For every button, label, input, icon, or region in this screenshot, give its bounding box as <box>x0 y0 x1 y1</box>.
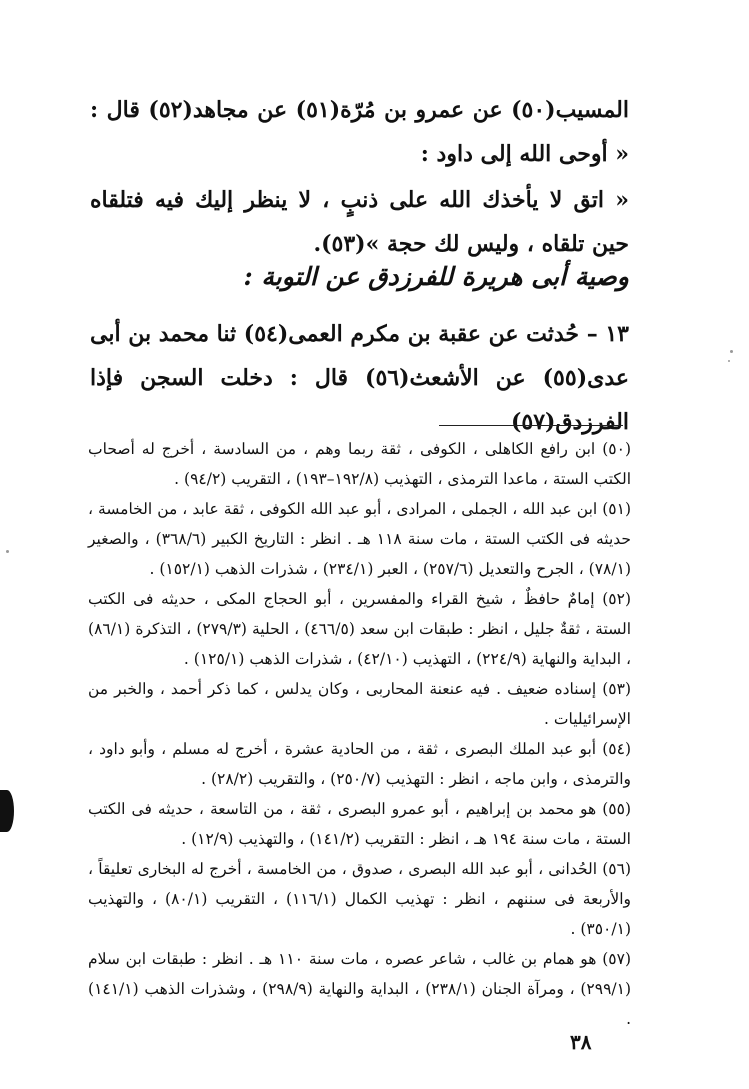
scan-speck <box>728 360 730 362</box>
footnote-separator <box>439 425 623 426</box>
page-number: ٣٨ <box>570 1030 592 1054</box>
footnote-51: (٥١) ابن عبد الله ، الجملى ، المرادى ، أبو عبد الله الكوفى ، ثقة عابد ، من الخامسة ، حديثه فى الكتب الستة ، مات سنة ١١٨ هـ . انظر : التاريخ الكبير (٣٦٨/٦) ، والصغير (٧٨/١) ، الجرح والتعديل (٢٥٧/٦) ، العبر (٢٣٤/١) ، شذرات الذهب (١٥٢/١) . <box>88 500 631 578</box>
main-paragraph-1 <box>90 88 629 176</box>
section-heading: وصية أبى هريرة للفرزدق عن التوبة : <box>243 262 629 291</box>
footnote-52: (٥٢) إمامٌ حافظٌ ، شيخ القراء والمفسرين ، أبو الحجاج المكى ، حديثه فى الكتب الستة ، ثقةٌ جليل ، انظر : طبقات ابن سعد (٤٦٦/٥) ، الحلية (٢٧٩/٣) ، التذكرة (٨٦/١) ، البداية والنهاية (٢٢٤/٩) ، التهذيب (٤٢/١٠) ، شذرات الذهب (١٢٥/١) . <box>88 590 631 668</box>
scan-speck <box>730 350 733 353</box>
footnote-53: (٥٣) إسناده ضعيف . فيه عنعنة المحاربى ، وكان يدلس ، كما ذكر أحمد ، والخبر من الإسرائيليات . <box>88 680 631 728</box>
scan-speck <box>6 550 9 553</box>
main-paragraph-2 <box>90 178 629 266</box>
footnote-55: (٥٥) هو محمد بن إبراهيم ، أبو عمرو البصرى ، ثقة ، من التاسعة ، حديثه فى الكتب الستة ، مات سنة ١٩٤ هـ ، انظر : التقريب (١٤١/٢) ، والتهذيب (١٢/٩) . <box>88 800 631 848</box>
scan-margin-mark <box>0 790 14 832</box>
footnotes <box>88 434 631 1034</box>
footnote-54: (٥٤) أبو عبد الملك البصرى ، ثقة ، من الحادية عشرة ، أخرج له مسلم ، وأبو داود ، والترمذى ، وابن ماجه ، انظر : التهذيب (٢٥٠/٧) ، والتقريب (٢٨/٢) . <box>88 740 631 788</box>
footnote-50: (٥٠) ابن رافع الكاهلى ، الكوفى ، ثقة ربما وهم ، من السادسة ، أخرج له أصحاب الكتب الستة ، ماعدا الترمذى ، التهذيب (١٩٢/٨–١٩٣) ، التقريب (٩٤/٢) . <box>88 440 631 488</box>
main-text-line: ١٣ – حُدثت عن عقبة بن مكرم العمى(٥٤) ثنا محمد بن أبى عدى(٥٥) عن الأشعث(٥٦) قال : دخلت السجن فإذا الفرزدق(٥٧) <box>89 321 629 435</box>
main-text-line: المسيب(٥٠) عن عمرو بن مُرّة(٥١) عن مجاهد(٥٢) قال : « أوحى الله إلى داود : <box>90 97 629 167</box>
main-text-line: « اتق لا يأخذك الله على ذنبٍ ، لا ينظر إليك فيه فتلقاه حين تلقاه ، وليس لك حجة »(٥٣). <box>90 187 629 257</box>
footnote-56: (٥٦) الحُدانى ، أبو عبد الله البصرى ، صدوق ، من الخامسة ، أخرج له البخارى تعليقاً ، والأربعة فى سننهم ، انظر : تهذيب الكمال (١١٦/١) ، التقريب (٨٠/١) ، والتهذيب (٣٥٠/١) . <box>88 860 631 938</box>
footnote-57: (٥٧) هو همام بن غالب ، شاعر عصره ، مات سنة ١١٠ هـ . انظر : طبقات ابن سلام (٢٩٩/١) ، ومرآة الجنان (٢٣٨/١) ، البداية والنهاية (٢٩٨/٩) ، وشذرات الذهب (١٤١/١) . <box>88 950 632 1028</box>
